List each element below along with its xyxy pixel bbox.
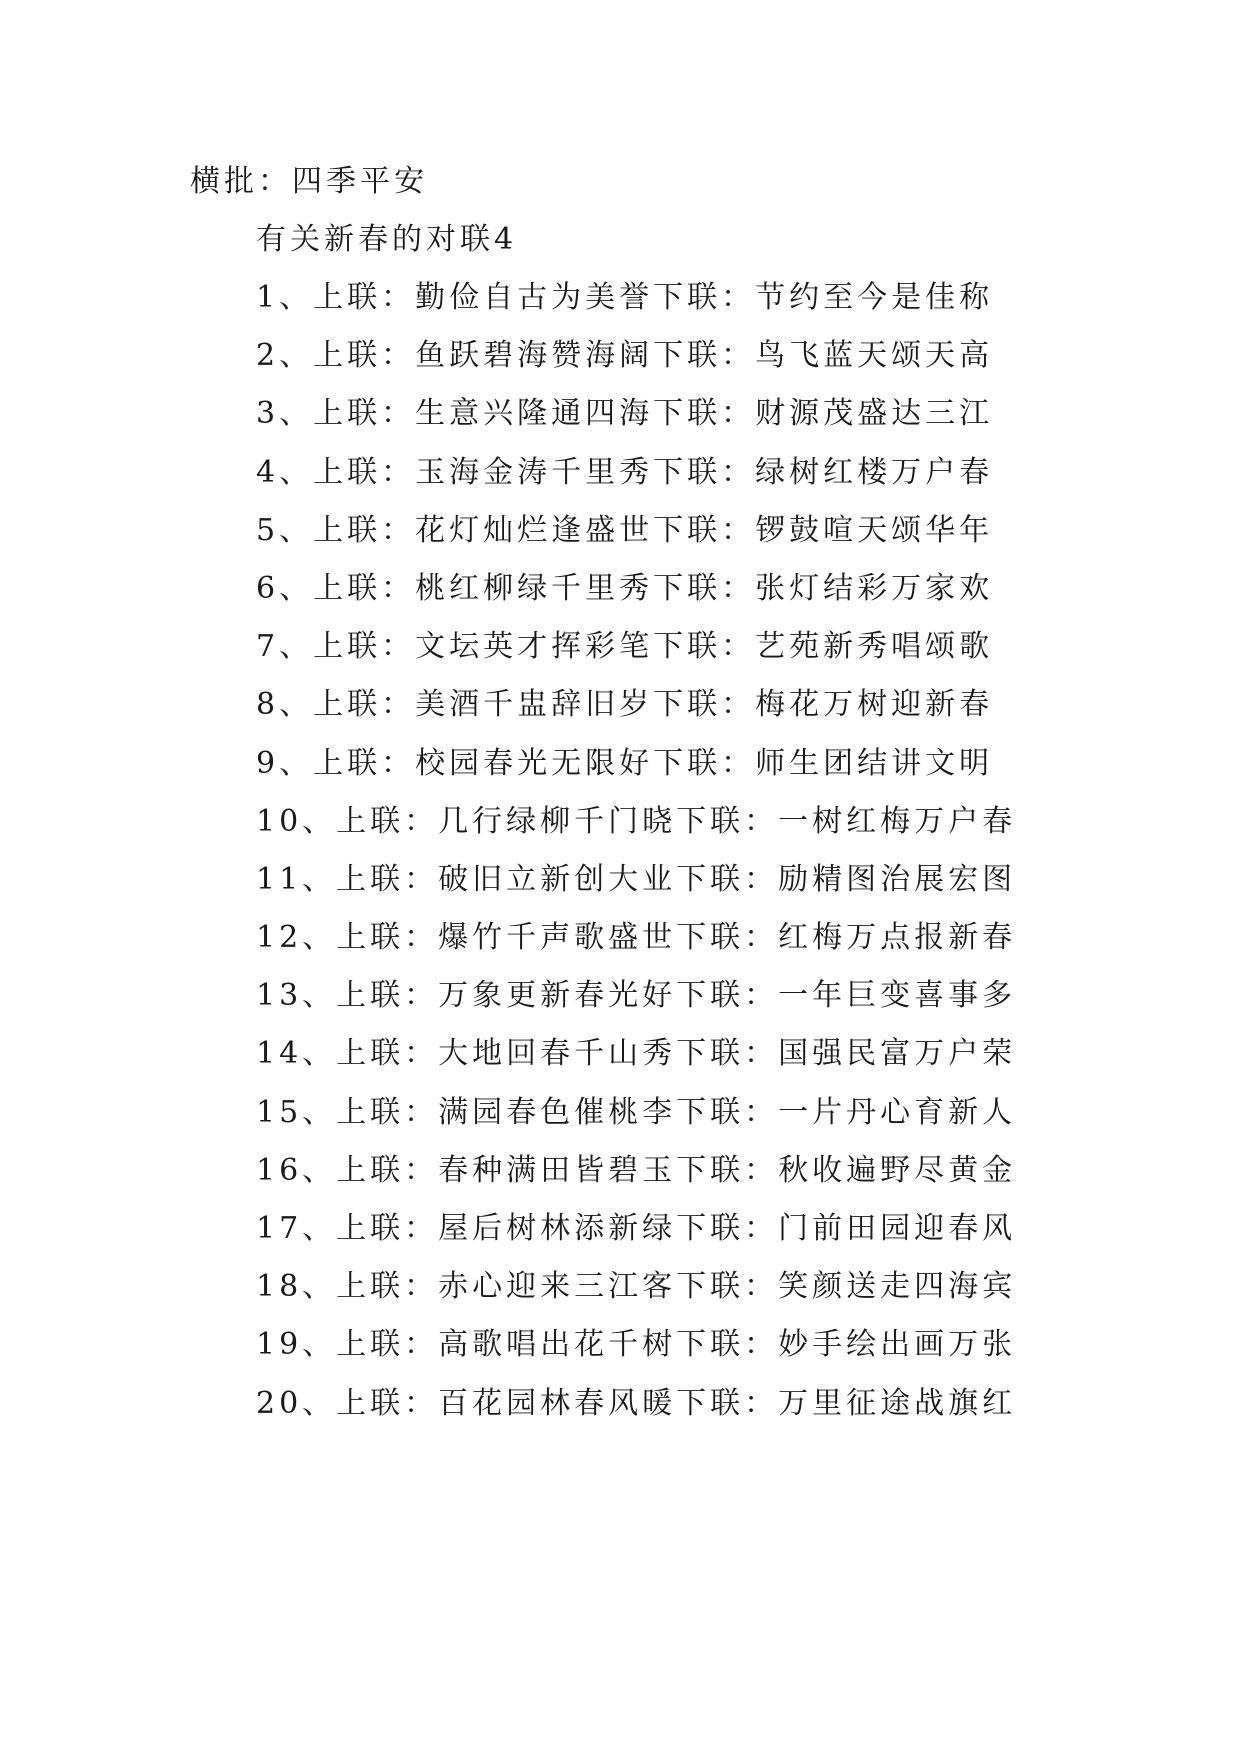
couplet-item: 10、上联：几行绿柳千门晓下联：一树红梅万户春	[256, 803, 1017, 839]
couplet-item: 8、上联：美酒千盅辞旧岁下联：梅花万树迎新春	[256, 687, 994, 723]
couplet-item: 9、上联：校园春光无限好下联：师生团结讲文明	[256, 745, 994, 781]
couplet-item: 4、上联：玉海金涛千里秀下联：绿树红楼万户春	[256, 454, 994, 490]
couplet-item: 18、上联：赤心迎来三江客下联：笑颜送走四海宾	[256, 1269, 1017, 1305]
couplet-item: 20、上联：百花园林春风暖下联：万里征途战旗红	[256, 1385, 1017, 1421]
couplet-item: 12、上联：爆竹千声歌盛世下联：红梅万点报新春	[256, 920, 1017, 956]
couplet-item: 11、上联：破旧立新创大业下联：励精图治展宏图	[256, 861, 1017, 897]
couplet-item: 5、上联：花灯灿烂逢盛世下联：锣鼓喧天颂华年	[256, 512, 994, 548]
couplet-item: 6、上联：桃红柳绿千里秀下联：张灯结彩万家欢	[256, 570, 994, 606]
couplet-item: 3、上联：生意兴隆通四海下联：财源茂盛达三江	[256, 396, 994, 432]
couplet-list	[256, 280, 1016, 1444]
couplet-item: 15、上联：满园春色催桃李下联：一片丹心育新人	[256, 1094, 1017, 1130]
couplet-item: 16、上联：春种满田皆碧玉下联：秋收遍野尽黄金	[256, 1152, 1017, 1188]
couplet-item: 19、上联：高歌唱出花千树下联：妙手绘出画万张	[256, 1327, 1017, 1363]
hengpi-line: 横批：四季平安	[190, 164, 428, 199]
section-heading: 有关新春的对联4	[256, 222, 518, 257]
couplet-item: 2、上联：鱼跃碧海赞海阔下联：鸟飞蓝天颂天高	[256, 338, 994, 374]
couplet-item: 7、上联：文坛英才挥彩笔下联：艺苑新秀唱颂歌	[256, 629, 994, 665]
couplet-item: 1、上联：勤俭自古为美誉下联：节约至今是佳称	[256, 280, 994, 315]
couplet-item: 17、上联：屋后树林添新绿下联：门前田园迎春风	[256, 1211, 1017, 1246]
couplet-item: 13、上联：万象更新春光好下联：一年巨变喜事多	[256, 978, 1017, 1014]
couplet-item: 14、上联：大地回春千山秀下联：国强民富万户荣	[256, 1036, 1017, 1072]
